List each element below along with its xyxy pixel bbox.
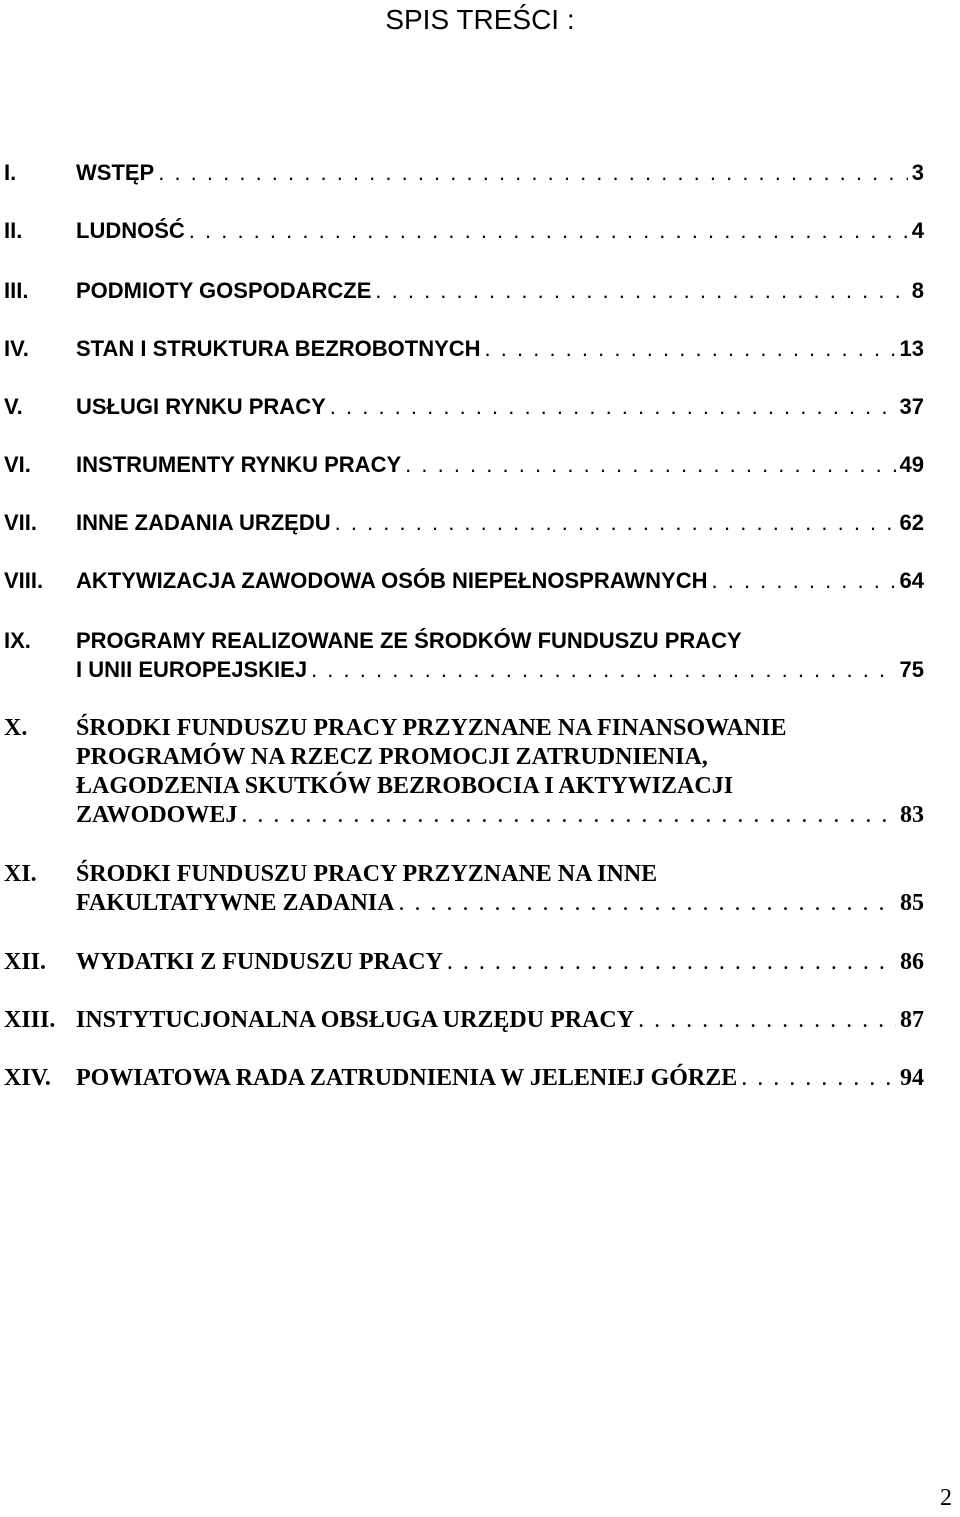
toc-entry-page: 85 <box>900 890 924 916</box>
toc-entry-page: 75 <box>899 657 924 682</box>
toc-entry-row <box>76 889 924 918</box>
toc-entry-title: WSTĘP <box>76 160 155 185</box>
toc-entry-title: I UNII EUROPEJSKIEJ <box>76 657 308 682</box>
toc-entry-row <box>76 392 924 421</box>
toc-entry-page: 87 <box>900 1007 924 1033</box>
toc-entry-number: IX. <box>4 628 31 653</box>
toc-entry-body <box>76 1064 924 1093</box>
toc-entry-row <box>76 334 924 363</box>
toc-entry-title: INNE ZADANIA URZĘDU <box>76 510 331 535</box>
toc-entry-number: II. <box>4 218 23 243</box>
toc-entry-page: 62 <box>899 510 924 535</box>
toc-entry-row <box>76 276 924 305</box>
toc-dot-leader <box>638 1006 896 1035</box>
toc-dot-leader <box>158 158 908 187</box>
toc-dot-leader <box>405 450 895 479</box>
toc-entry-number: XII. <box>4 949 47 975</box>
toc-dot-leader <box>375 276 907 305</box>
toc-entry-title-line: PROGRAMÓW NA RZECZ PROMOCJI ZATRUDNIENIA, <box>76 744 708 770</box>
toc-entry-title: STAN I STRUKTURA BEZROBOTNYCH <box>76 336 481 361</box>
toc-entry-body <box>76 508 924 537</box>
toc-dot-leader <box>189 216 908 245</box>
toc-entry-title-line: ŚRODKI FUNDUSZU PRACY PRZYZNANE NA FINANSOWANIE <box>76 715 787 741</box>
toc-entry-body <box>76 216 924 245</box>
toc-dot-leader <box>335 508 896 537</box>
toc-entry-row <box>76 801 924 830</box>
toc-entry-title: FAKULTATYWNE ZADANIA <box>76 890 395 916</box>
toc-entry-number: XIV. <box>4 1065 51 1091</box>
toc-dot-leader <box>311 655 895 684</box>
toc-entry-body <box>76 714 924 830</box>
toc-entry-row <box>76 158 924 187</box>
toc-dot-leader <box>241 801 896 830</box>
toc-entry-page: 8 <box>911 278 924 303</box>
toc-entry-title-line: ŚRODKI FUNDUSZU PRACY PRZYZNANE NA INNE <box>76 861 658 887</box>
toc-entry-number: V. <box>4 394 23 419</box>
toc-entry-row <box>76 508 924 537</box>
toc-entry-title: INSTRUMENTY RYNKU PRACY <box>76 452 402 477</box>
toc-entry-row <box>76 216 924 245</box>
toc-dot-leader <box>398 889 896 918</box>
toc-entry-page: 4 <box>911 218 924 243</box>
toc-dot-leader <box>447 948 896 977</box>
toc-entry-number: VIII. <box>4 568 44 593</box>
toc-entry-title: AKTYWIZACJA ZAWODOWA OSÓB NIEPEŁNOSPRAWNYCH <box>76 568 708 593</box>
toc-dot-leader <box>712 566 896 595</box>
toc-entry-page: 49 <box>899 452 924 477</box>
toc-entry-number: VI. <box>4 452 31 477</box>
toc-entry-body <box>76 392 924 421</box>
toc-entry-title: ZAWODOWEJ <box>76 802 238 828</box>
toc-entry-row <box>76 566 924 595</box>
toc-entry-title: WYDATKI Z FUNDUSZU PRACY <box>76 949 443 975</box>
toc-entry-number: IV. <box>4 336 29 361</box>
toc-dot-leader <box>330 392 896 421</box>
toc-entry-number: XI. <box>4 861 37 887</box>
toc-entry-row <box>76 948 924 977</box>
toc-dot-leader <box>485 334 896 363</box>
toc-entry-body <box>76 860 924 918</box>
toc-entry-row <box>76 1006 924 1035</box>
toc-entry-title: LUDNOŚĆ <box>76 218 185 243</box>
toc-entry-page: 86 <box>900 949 924 975</box>
toc-entry-page: 37 <box>899 394 924 419</box>
toc-entry-title: POWIATOWA RADA ZATRUDNIENIA W JELENIEJ GÓRZE <box>76 1065 738 1091</box>
toc-dot-leader <box>741 1064 896 1093</box>
toc-entry-page: 64 <box>899 568 924 593</box>
page-title: SPIS TREŚCI : <box>385 4 575 35</box>
toc-entry-row <box>76 450 924 479</box>
toc-entry-title-line: ŁAGODZENIA SKUTKÓW BEZROBOCIA I AKTYWIZACJI <box>76 773 734 799</box>
toc-entry-row <box>76 1064 924 1093</box>
toc-entry-body <box>76 334 924 363</box>
toc-entry-body <box>76 1006 924 1035</box>
toc-entry-title: USŁUGI RYNKU PRACY <box>76 394 326 419</box>
toc-entry-page: 3 <box>911 160 924 185</box>
toc-entry-number: XIII. <box>4 1007 56 1033</box>
toc-entry-body <box>76 450 924 479</box>
toc-entry-number: X. <box>4 715 28 741</box>
toc-entry-title-line: PROGRAMY REALIZOWANE ZE ŚRODKÓW FUNDUSZU PRACY <box>76 628 742 653</box>
toc-entry-page: 94 <box>900 1065 924 1091</box>
toc-entry-title: INSTYTUCJONALNA OBSŁUGA URZĘDU PRACY <box>76 1007 635 1033</box>
toc-entry-body <box>76 158 924 187</box>
toc-entry-title: PODMIOTY GOSPODARCZE <box>76 278 372 303</box>
toc-entry-number: III. <box>4 278 29 303</box>
toc-entry-body <box>76 948 924 977</box>
footer-page-number: 2 <box>940 1485 952 1511</box>
toc-entry-body <box>76 276 924 305</box>
toc-entry-number: VII. <box>4 510 38 535</box>
toc-entry-body <box>76 626 924 684</box>
toc-entry-number: I. <box>4 160 17 185</box>
toc-entry-page: 13 <box>899 336 924 361</box>
toc-entry-page: 83 <box>900 802 924 828</box>
toc-entry-row <box>76 655 924 684</box>
toc-entry-body <box>76 566 924 595</box>
